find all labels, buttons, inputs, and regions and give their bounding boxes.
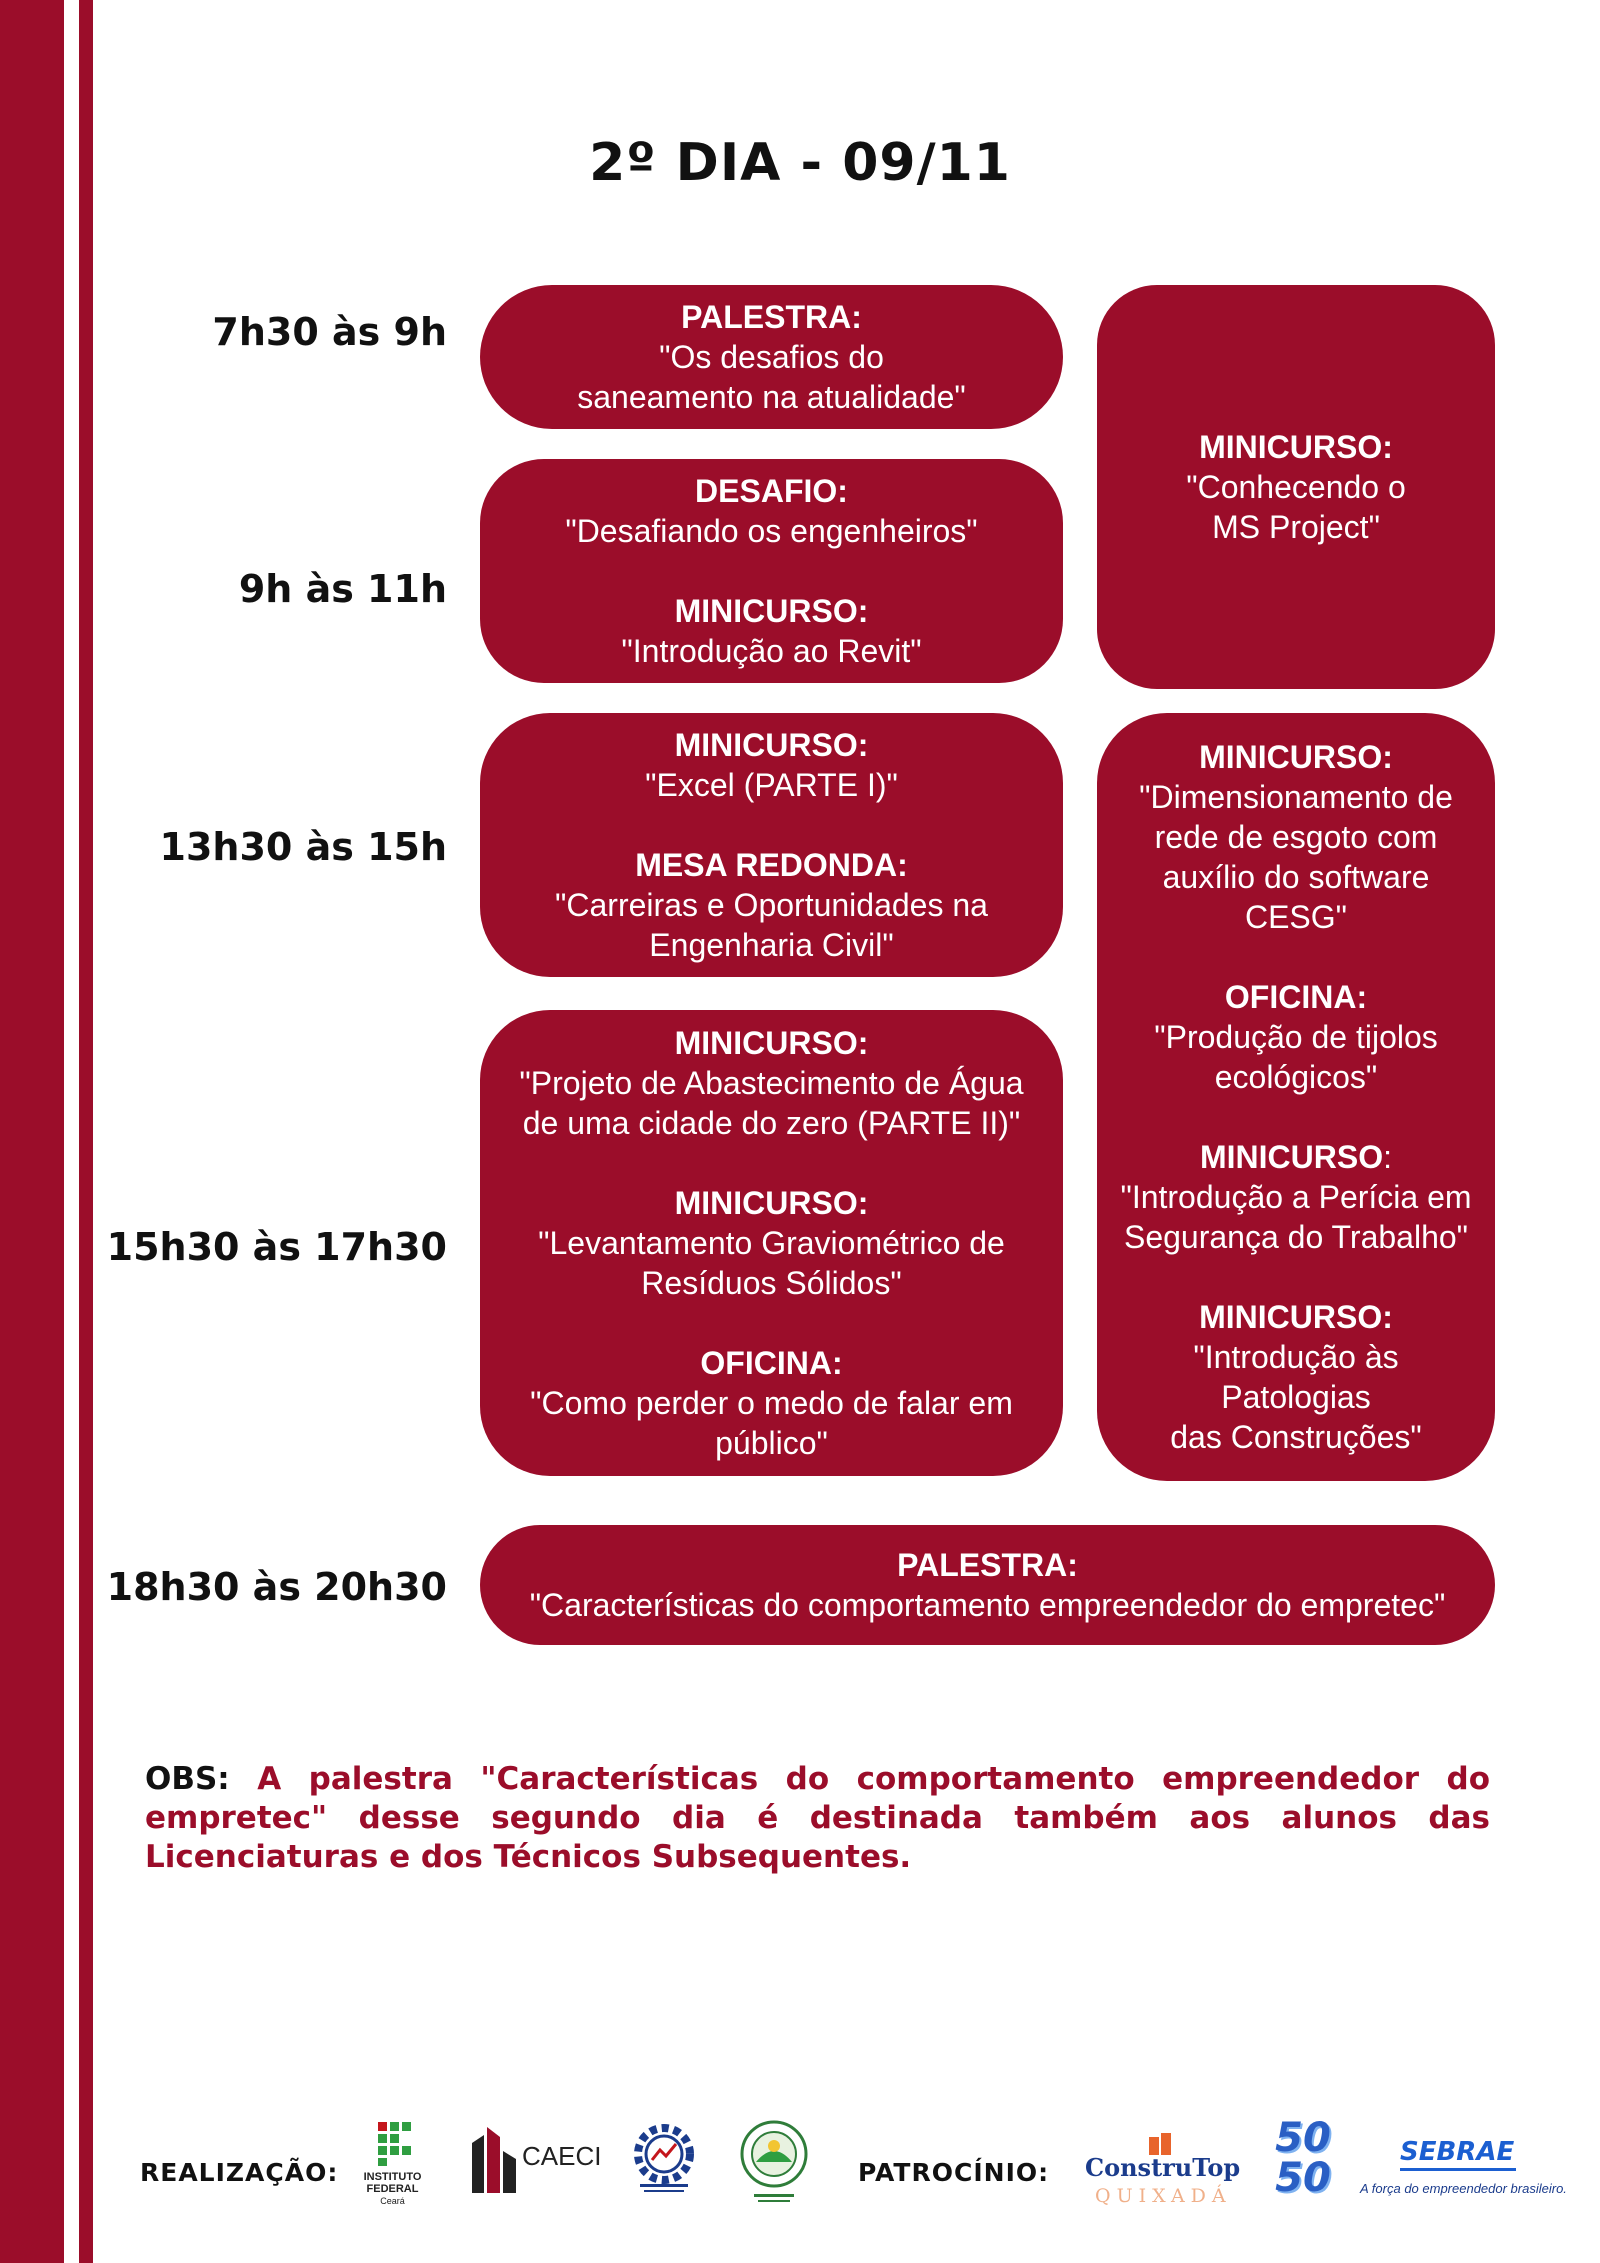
event-type-line [577, 297, 966, 337]
caeci-text: CAECI [522, 2141, 602, 2171]
left-stripe-thin [79, 0, 93, 2263]
event-type-label: MINICURSO: [674, 593, 869, 629]
sebrae-underline [1400, 2168, 1516, 2171]
event-entry [621, 591, 921, 671]
gear-icon [626, 2120, 702, 2196]
event-type-line [538, 1183, 1005, 1223]
event-title: "Excel (PARTE I)" [645, 767, 898, 803]
event-type-label: MINICURSO: [1199, 739, 1393, 775]
event-type-line [1186, 427, 1406, 467]
sebrae-name: SEBRAE [1400, 2137, 1515, 2167]
event-entry [1120, 1137, 1471, 1257]
event-title: "Levantamento Graviométrico de Resíduos Sólidos" [538, 1225, 1005, 1301]
event-type-line [1115, 1297, 1477, 1337]
event-title: "Desafiando os engenheiros" [565, 513, 978, 549]
event-type-label: MINICURSO [1200, 1139, 1384, 1175]
event-entry [519, 1023, 1023, 1143]
building-icon [470, 2125, 520, 2195]
construtop-name: ConstruTop [1085, 2153, 1241, 2182]
event-entry [565, 471, 977, 551]
event-box-palestra-saneamento [480, 285, 1063, 429]
caeci-logo [470, 2125, 605, 2195]
event-box-excel-mesa-redonda [480, 713, 1063, 977]
construtop-logo [1085, 2133, 1250, 2213]
event-entry [577, 297, 966, 417]
left-stripe-wide [0, 0, 64, 2263]
fifty-fifty-logo [1268, 2115, 1348, 2208]
time-slot-5: 18h30 às 20h30 [106, 1565, 447, 1609]
event-title: "Como perder o medo de falar em público" [530, 1385, 1013, 1461]
seal-logo [736, 2110, 812, 2206]
fifty-text: 50 50 [1275, 2115, 1331, 2201]
ifce-line3: Ceará [380, 2196, 405, 2206]
seal-icon [736, 2110, 812, 2206]
event-title: "Introdução ao Revit" [621, 633, 922, 669]
event-type-label: PALESTRA: [897, 1547, 1078, 1583]
event-title: "Os desafios do saneamento na atualidade" [577, 339, 966, 415]
event-type-line [565, 471, 977, 511]
event-entry [530, 1545, 1446, 1625]
ifce-line2: FEDERAL [366, 2183, 419, 2195]
time-slot-2: 9h às 11h [238, 567, 447, 611]
event-title: "Características do comportamento empreendedor do empretec" [529, 1587, 1446, 1623]
event-type-label: MINICURSO: [1199, 1299, 1393, 1335]
event-box-palestra-empretec [480, 1525, 1495, 1645]
event-type-line [645, 725, 898, 765]
ifce-mark-icon [355, 2122, 430, 2166]
gear-logo [626, 2120, 702, 2196]
event-type-label: OFICINA: [700, 1345, 843, 1381]
time-slot-3: 13h30 às 15h [159, 825, 447, 869]
event-type-label: OFICINA: [1224, 979, 1368, 1015]
patrocinio-label: PATROCÍNIO: [858, 2158, 1050, 2187]
event-type-line [621, 591, 921, 631]
construtop-roof-icon [1143, 2133, 1183, 2155]
event-type-label: MESA REDONDA: [635, 847, 908, 883]
event-type-line [1154, 977, 1438, 1017]
event-type-line [1120, 1137, 1471, 1177]
event-box-ms-project [1097, 285, 1495, 689]
event-type-line [555, 845, 988, 885]
event-title: "Dimensionamento de rede de esgoto com auxílio do software CESG" [1139, 779, 1453, 935]
construtop-sub: QUIXADÁ [1095, 2185, 1232, 2207]
event-type-line [530, 1343, 1013, 1383]
event-type-suffix: : [1383, 1139, 1392, 1175]
time-slot-1: 7h30 às 9h [212, 310, 447, 354]
event-entry [645, 725, 898, 805]
sebrae-logo [1360, 2137, 1567, 2207]
event-title: "Produção de tijolos ecológicos" [1154, 1019, 1438, 1095]
realizacao-label: REALIZAÇÃO: [140, 2158, 339, 2187]
event-type-label: MINICURSO: [674, 1185, 869, 1221]
ifce-logo [355, 2122, 430, 2222]
event-type-line [1139, 737, 1453, 777]
event-box-right-afternoon [1097, 713, 1495, 1481]
time-slot-4: 15h30 às 17h30 [106, 1225, 447, 1269]
event-box-afternoon-minicursos [480, 1010, 1063, 1476]
sebrae-tagline: A força do empreendedor brasileiro. [1360, 2181, 1567, 2196]
ifce-line1: INSTITUTO [363, 2171, 422, 2183]
event-type-line [519, 1023, 1023, 1063]
event-type-label: MINICURSO: [674, 727, 869, 763]
event-type-line [530, 1545, 1446, 1585]
event-title: "Projeto de Abastecimento de Água de uma cidade do zero (PARTE II)" [519, 1065, 1024, 1141]
event-title: "Carreiras e Oportunidades na Engenharia Civil" [555, 887, 988, 963]
event-type-label: DESAFIO: [695, 473, 848, 509]
event-box-desafio-revit [480, 459, 1063, 683]
event-type-label: PALESTRA: [681, 299, 862, 335]
obs-label: OBS: [145, 1761, 230, 1797]
obs-text: A palestra "Características do comportamento empreendedor do empretec" desse segundo dia é destinada também aos alunos das Licenciaturas e dos Técnicos Subsequentes. [145, 1761, 1490, 1875]
event-entry [555, 845, 988, 965]
observation-note [145, 1760, 1490, 1877]
page-title: 2º DIA - 09/11 [589, 133, 1011, 193]
event-title: "Conhecendo o MS Project" [1186, 469, 1406, 545]
event-title: "Introdução às Patologias das Construções" [1170, 1339, 1422, 1455]
event-entry [1186, 427, 1406, 547]
event-entry [538, 1183, 1005, 1303]
event-entry [1139, 737, 1453, 937]
event-entry [530, 1343, 1013, 1463]
event-title: "Introdução a Perícia em Segurança do Trabalho" [1120, 1179, 1472, 1255]
event-entry [1115, 1297, 1477, 1457]
event-type-label: MINICURSO: [674, 1025, 869, 1061]
event-entry [1154, 977, 1438, 1097]
event-type-label: MINICURSO: [1199, 429, 1393, 465]
